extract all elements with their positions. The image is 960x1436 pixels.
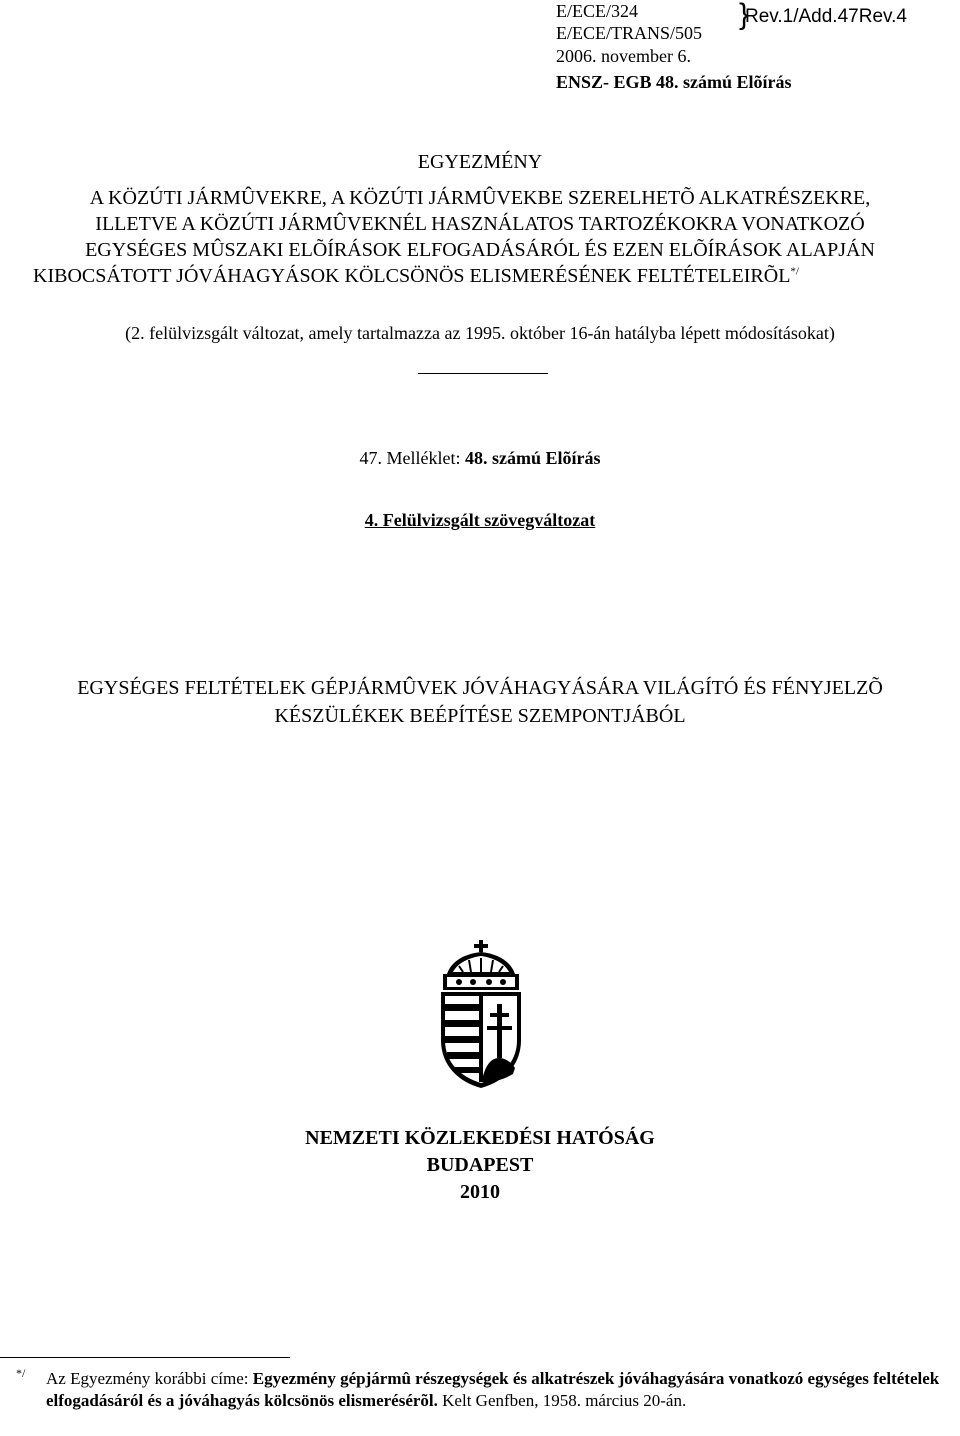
- revision-note: (2. felülvizsgált változat, amely tartalmazza az 1995. október 16-án hatályba lépett módosításokat): [125, 323, 835, 343]
- agreement-title-line-4: [33, 264, 799, 288]
- agreement-heading: EGYEZMÉNY: [417, 151, 543, 173]
- footnote-former-title: Egyezmény gépjármû részegységek és alkatrészek jóváhagyására vonatkozó egységes feltételek elfogadásáról és a jóváhagyás kölcsönös elismerésérõl.: [46, 1369, 940, 1410]
- document-symbol-2: E/ECE/TRANS/505: [556, 23, 703, 43]
- revision-version: [0, 509, 960, 531]
- footnote-place-date: Kelt Genfben, 1958. március 20-án.: [437, 1391, 687, 1410]
- footnote-text: [46, 1368, 946, 1412]
- revision-code: Rev.1/Add.47Rev.4: [745, 6, 907, 27]
- authority-name: NEMZETI KÖZLEKEDÉSI HATÓSÁG: [305, 1127, 655, 1149]
- agreement-title-line-2: ILLETVE A KÖZÚTI JÁRMÛVEKNÉL HASZNÁLATOS TARTOZÉKOKRA VONATKOZÓ: [95, 213, 865, 235]
- agreement-title-line-1: A KÖZÚTI JÁRMÛVEKRE, A KÖZÚTI JÁRMÛVEKBE SZERELHETÕ ALKATRÉSZEKRE,: [89, 187, 871, 209]
- annex-label: [0, 447, 960, 469]
- document-date: 2006. november 6.: [556, 46, 691, 66]
- footnote-separator: [0, 1357, 290, 1358]
- authority-year: 2010: [460, 1181, 500, 1203]
- footnote-marker: */: [16, 1366, 26, 1380]
- footnote-reference: */: [790, 265, 799, 278]
- document-symbol-1: E/ECE/324: [556, 1, 638, 21]
- separator-rule: [418, 373, 548, 374]
- annex-regulation: 48. számú Elõírás: [464, 448, 601, 468]
- brace-glyph: }: [739, 0, 750, 31]
- regulation-label: ENSZ- EGB 48. számú Elõírás: [556, 72, 792, 92]
- agreement-title-line-4-text: KIBOCSÁTOTT JÓVÁHAGYÁSOK KÖLCSÖNÖS ELISMERÉSÉNEK FELTÉTELEIRÕL: [33, 265, 791, 287]
- subject-line-1: EGYSÉGES FELTÉTELEK GÉPJÁRMÛVEK JÓVÁHAGYÁSÁRA VILÁGÍTÓ ÉS FÉNYJELZÕ: [77, 677, 883, 699]
- footnote-intro: Az Egyezmény korábbi címe:: [46, 1369, 253, 1388]
- agreement-title-line-3: EGYSÉGES MÛSZAKI ELÕÍRÁSOK ELFOGADÁSÁRÓL ÉS EZEN ELÕÍRÁSOK ALAPJÁN: [85, 239, 875, 261]
- revision-version-text: 4. Felülvizsgált szövegváltozat: [364, 510, 596, 530]
- authority-city: BUDAPEST: [426, 1154, 534, 1176]
- coat-of-arms-emblem: [433, 940, 529, 1090]
- subject-line-2: KÉSZÜLÉKEK BEÉPÍTÉSE SZEMPONTJÁBÓL: [274, 705, 686, 727]
- annex-prefix: 47. Melléklet:: [359, 448, 465, 468]
